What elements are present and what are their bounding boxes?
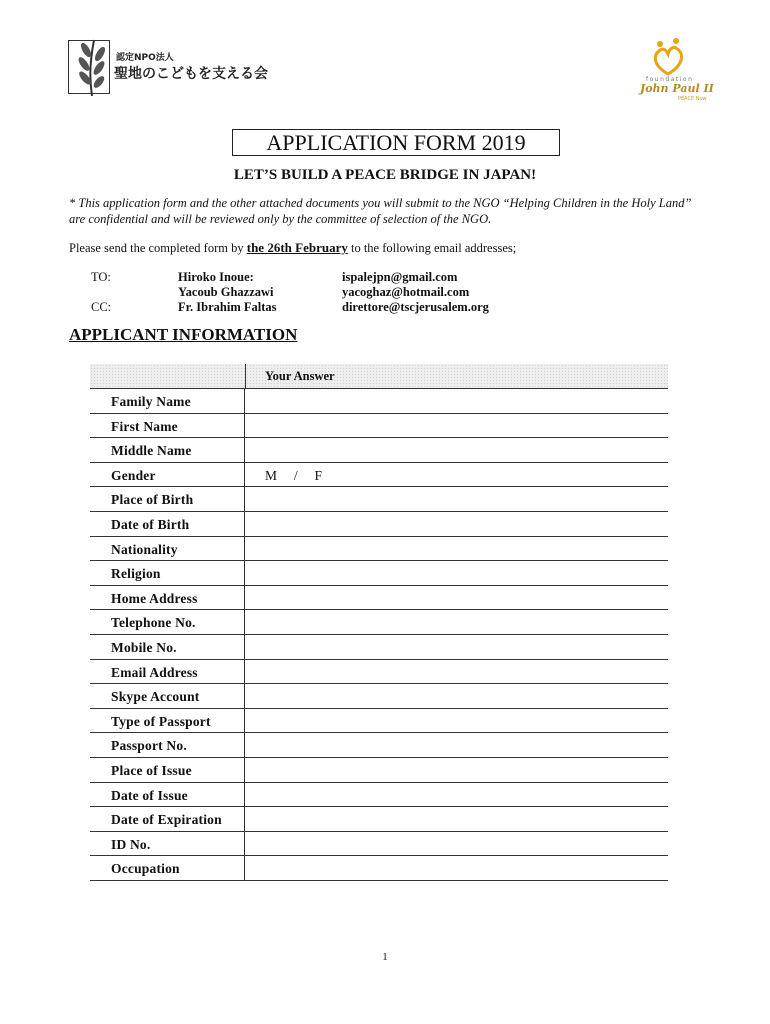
send-text-after: to the following email addresses; — [347, 241, 517, 255]
answer-field[interactable] — [246, 610, 668, 634]
header-label-cell — [90, 364, 246, 388]
table-row — [90, 709, 668, 734]
table-row — [90, 389, 668, 414]
field-label: Gender — [111, 467, 156, 483]
field-label: Date of Birth — [111, 516, 190, 532]
table-row — [90, 635, 668, 660]
contact-label: CC: — [91, 300, 112, 314]
answer-field[interactable] — [246, 684, 668, 708]
table-row — [90, 512, 668, 537]
answer-field[interactable] — [246, 832, 668, 856]
field-label: Email Address — [111, 664, 198, 680]
answer-field[interactable] — [246, 586, 668, 610]
answer-value: M / F — [265, 467, 323, 483]
table-row — [90, 783, 668, 808]
field-label: ID No. — [111, 836, 151, 852]
field-label: Date of Expiration — [111, 812, 222, 828]
answer-column-header: Your Answer — [265, 369, 335, 383]
logo-title: 聖地のこどもを支える会 — [114, 66, 268, 82]
page-number: 1 — [382, 951, 388, 963]
field-label: Occupation — [111, 861, 180, 877]
table-row — [90, 758, 668, 783]
field-label: Skype Account — [111, 689, 200, 705]
field-label-cell — [90, 733, 245, 757]
contact-name: Fr. Ibrahim Faltas — [178, 300, 277, 314]
field-label-cell — [90, 758, 245, 782]
field-label: Date of Issue — [111, 787, 188, 803]
field-label: Type of Passport — [111, 713, 211, 729]
table-row — [90, 414, 668, 439]
send-instructions — [69, 240, 516, 256]
answer-field[interactable] — [246, 709, 668, 733]
answer-field[interactable] — [246, 389, 668, 413]
answer-field[interactable] — [246, 635, 668, 659]
olive-branch-icon — [70, 36, 114, 98]
contact-email: direttore@tscjerusalem.org — [342, 300, 489, 314]
logo-tagline: PEACE Now — [678, 96, 707, 102]
field-label-cell — [90, 487, 245, 511]
field-label-cell — [90, 807, 245, 831]
table-row — [90, 807, 668, 832]
contact-email: yacoghaz@hotmail.com — [342, 285, 470, 299]
field-label-cell — [90, 438, 245, 462]
field-label: Mobile No. — [111, 639, 177, 655]
field-label: Telephone No. — [111, 615, 196, 631]
field-label-cell — [90, 832, 245, 856]
contact-email: ispalejpn@gmail.com — [342, 270, 458, 284]
logo-subtitle: 認定NPO法人 — [116, 53, 174, 63]
table-row — [90, 586, 668, 611]
table-row — [90, 832, 668, 857]
table-row — [90, 487, 668, 512]
field-label-cell — [90, 512, 245, 536]
field-label-cell — [90, 684, 245, 708]
field-label: Place of Issue — [111, 762, 192, 778]
confidentiality-note: * This application form and the other attached documents you will submit to the NGO “Helping Children in the Holy Land” are confidential and will be reviewed only by the committee of selection of the NGO. — [69, 196, 692, 226]
field-label: Nationality — [111, 541, 178, 557]
field-label: Religion — [111, 566, 161, 582]
field-label-cell — [90, 389, 245, 413]
applicant-form-table — [90, 364, 668, 881]
document-subtitle: LET’S BUILD A PEACE BRIDGE IN JAPAN! — [233, 167, 537, 183]
answer-field[interactable] — [246, 463, 668, 487]
table-row — [90, 684, 668, 709]
answer-field[interactable] — [246, 414, 668, 438]
deadline: the 26th February — [246, 240, 348, 255]
logo-foundation-text: foundation — [646, 76, 694, 83]
section-heading: APPLICANT INFORMATION — [69, 325, 298, 344]
answer-field[interactable] — [246, 733, 668, 757]
table-row — [90, 537, 668, 562]
foundation-logo — [636, 36, 714, 108]
answer-field[interactable] — [246, 856, 668, 880]
table-row — [90, 733, 668, 758]
field-label-cell — [90, 709, 245, 733]
field-label-cell — [90, 660, 245, 684]
field-label: Place of Birth — [111, 492, 194, 508]
field-label-cell — [90, 856, 245, 880]
table-header — [90, 364, 668, 389]
table-row — [90, 438, 668, 463]
answer-field[interactable] — [246, 438, 668, 462]
field-label-cell — [90, 561, 245, 585]
heart-figure-icon — [636, 36, 708, 78]
field-label-cell — [90, 783, 245, 807]
contact-label: TO: — [91, 270, 111, 284]
form-rows — [90, 389, 668, 881]
field-label: Home Address — [111, 590, 198, 606]
answer-field[interactable] — [246, 561, 668, 585]
field-label-cell — [90, 463, 245, 487]
answer-field[interactable] — [246, 758, 668, 782]
answer-field[interactable] — [246, 512, 668, 536]
field-label-cell — [90, 635, 245, 659]
table-row — [90, 561, 668, 586]
ngo-logo — [68, 36, 268, 100]
field-label: First Name — [111, 418, 178, 434]
field-label-cell — [90, 414, 245, 438]
answer-field[interactable] — [246, 487, 668, 511]
send-text-before: Please send the completed form by — [69, 241, 247, 255]
table-row — [90, 660, 668, 685]
table-row — [90, 856, 668, 881]
contact-name: Hiroko Inoue: — [178, 270, 254, 284]
document-title: APPLICATION FORM 2019 — [232, 129, 560, 156]
table-row — [90, 610, 668, 635]
answer-field[interactable] — [246, 807, 668, 831]
answer-field[interactable] — [246, 660, 668, 684]
logo-john-paul-text: John Paul II — [640, 82, 714, 95]
answer-field[interactable] — [246, 783, 668, 807]
field-label: Family Name — [111, 394, 191, 409]
answer-field[interactable] — [246, 537, 668, 561]
contact-name: Yacoub Ghazzawi — [178, 285, 274, 299]
field-label-cell — [90, 537, 245, 561]
field-label: Passport No. — [111, 738, 187, 754]
field-label-cell — [90, 586, 245, 610]
table-row — [90, 463, 668, 488]
field-label-cell — [90, 610, 245, 634]
field-label: Middle Name — [111, 443, 192, 459]
